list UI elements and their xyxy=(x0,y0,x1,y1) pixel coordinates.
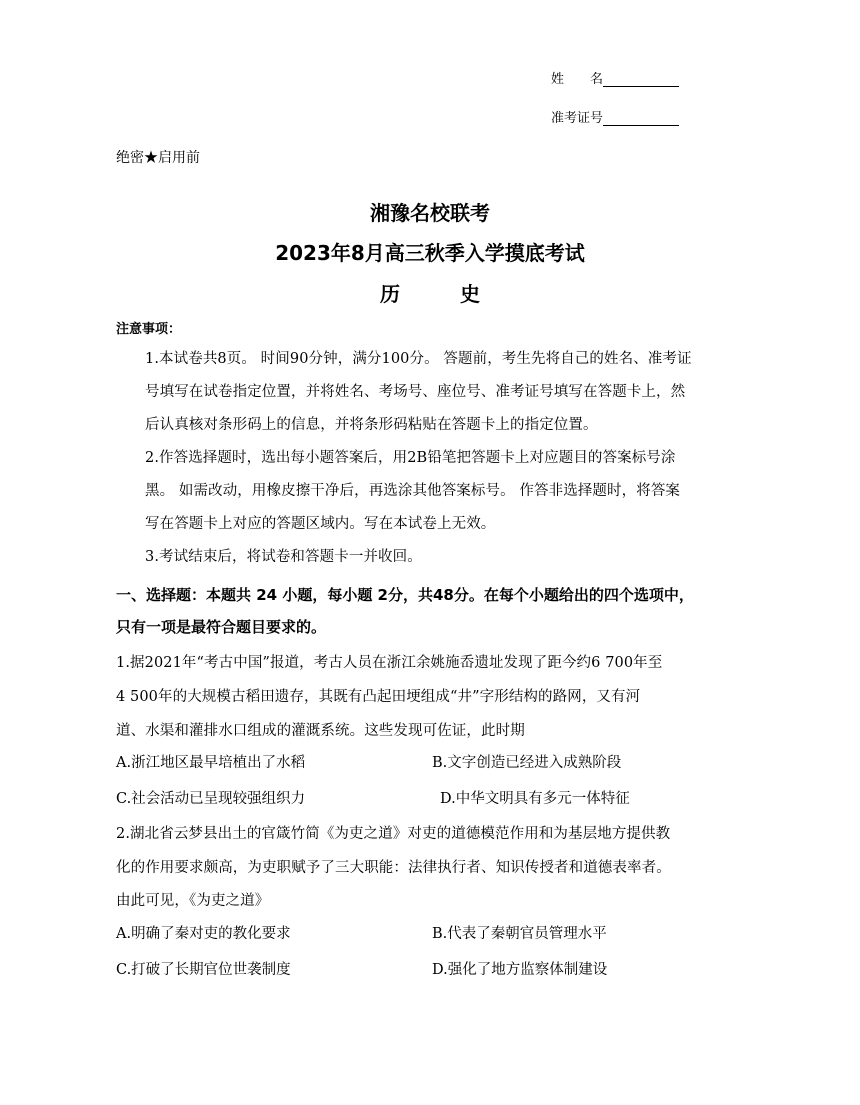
section-heading-line: 一、选择题：本题共 24 小题，每小题 2分，共48分。在每个小题给出的四个选项中， xyxy=(116,586,694,604)
notes-line: 号填写在试卷指定位置，并将姓名、考场号、座位号、准考证号填写在答题卡上，然 xyxy=(145,384,686,400)
section-heading-line: 只有一项是最符合题目要求的。 xyxy=(116,618,327,636)
name-label: 姓 名 xyxy=(551,72,604,87)
subject-title: 历 史 xyxy=(380,282,480,306)
option-d[interactable]: D.强化了地方监察体制建设 xyxy=(432,962,608,978)
exam-id-blank-line[interactable] xyxy=(603,111,679,126)
exam-title: 2023年8月高三秋季入学摸底考试 xyxy=(275,241,585,265)
notes-line: 黑。 如需改动，用橡皮擦干净后，再选涂其他答案标号。 作答非选择题时，将答案 xyxy=(145,483,681,499)
confidential-mark: 绝密★启用前 xyxy=(116,150,200,166)
name-blank-line[interactable] xyxy=(603,72,679,87)
notes-line: 写在答题卡上对应的答题区域内。写在本试卷上无效。 xyxy=(145,516,496,532)
exam-id-field[interactable] xyxy=(551,107,679,126)
question-stem-line: 4 500年的大规模古稻田遗存，其既有凸起田埂组成“井”字形结构的路网，又有河 xyxy=(116,689,641,705)
exam-org-title: 湘豫名校联考 xyxy=(370,201,490,225)
notes-line: 1.本试卷共8页。 时间90分钟，满分100分。 答题前，考生先将自己的姓名、准考证 xyxy=(145,351,692,367)
option-c[interactable]: C.社会活动已呈现较强组织力 xyxy=(116,791,306,807)
option-d[interactable]: D.中华文明具有多元一体特征 xyxy=(440,791,630,807)
option-c[interactable]: C.打破了长期官位世袭制度 xyxy=(116,962,291,978)
question-stem-line: 2.湖北省云梦县出土的官箴竹简《为吏之道》对吏的道德模范作用和为基层地方提供教 xyxy=(116,826,671,842)
question-stem-line: 化的作用要求颇高，为吏职赋予了三大职能：法律执行者、知识传授者和道德表率者。 xyxy=(116,860,671,876)
question-stem-line: 道、水渠和灌排水口组成的灌溉系统。这些发现可佐证，此时期 xyxy=(116,723,525,739)
question-stem-line: 1.据2021年“考古中国”报道，考古人员在浙江余姚施岙遗址发现了距今约6 700年至 xyxy=(116,655,663,671)
option-b[interactable]: B.代表了秦朝官员管理水平 xyxy=(432,926,607,942)
question-stem-line: 由此可见，《为吏之道》 xyxy=(116,893,270,909)
option-b[interactable]: B.文字创造已经进入成熟阶段 xyxy=(432,755,622,771)
notes-line: 3.考试结束后，将试卷和答题卡一并收回。 xyxy=(145,549,422,565)
notes-heading: 注意事项： xyxy=(116,322,182,337)
option-a[interactable]: A.明确了秦对吏的教化要求 xyxy=(116,926,291,942)
option-a[interactable]: A.浙江地区最早培植出了水稻 xyxy=(116,755,306,771)
notes-line: 2.作答选择题时，选出每小题答案后，用2B铅笔把答题卡上对应题目的答案标号涂 xyxy=(145,450,676,466)
exam-id-label: 准考证号 xyxy=(551,111,604,126)
name-field[interactable] xyxy=(551,68,679,87)
notes-line: 后认真核对条形码上的信息，并将条形码粘贴在答题卡上的指定位置。 xyxy=(145,417,598,433)
